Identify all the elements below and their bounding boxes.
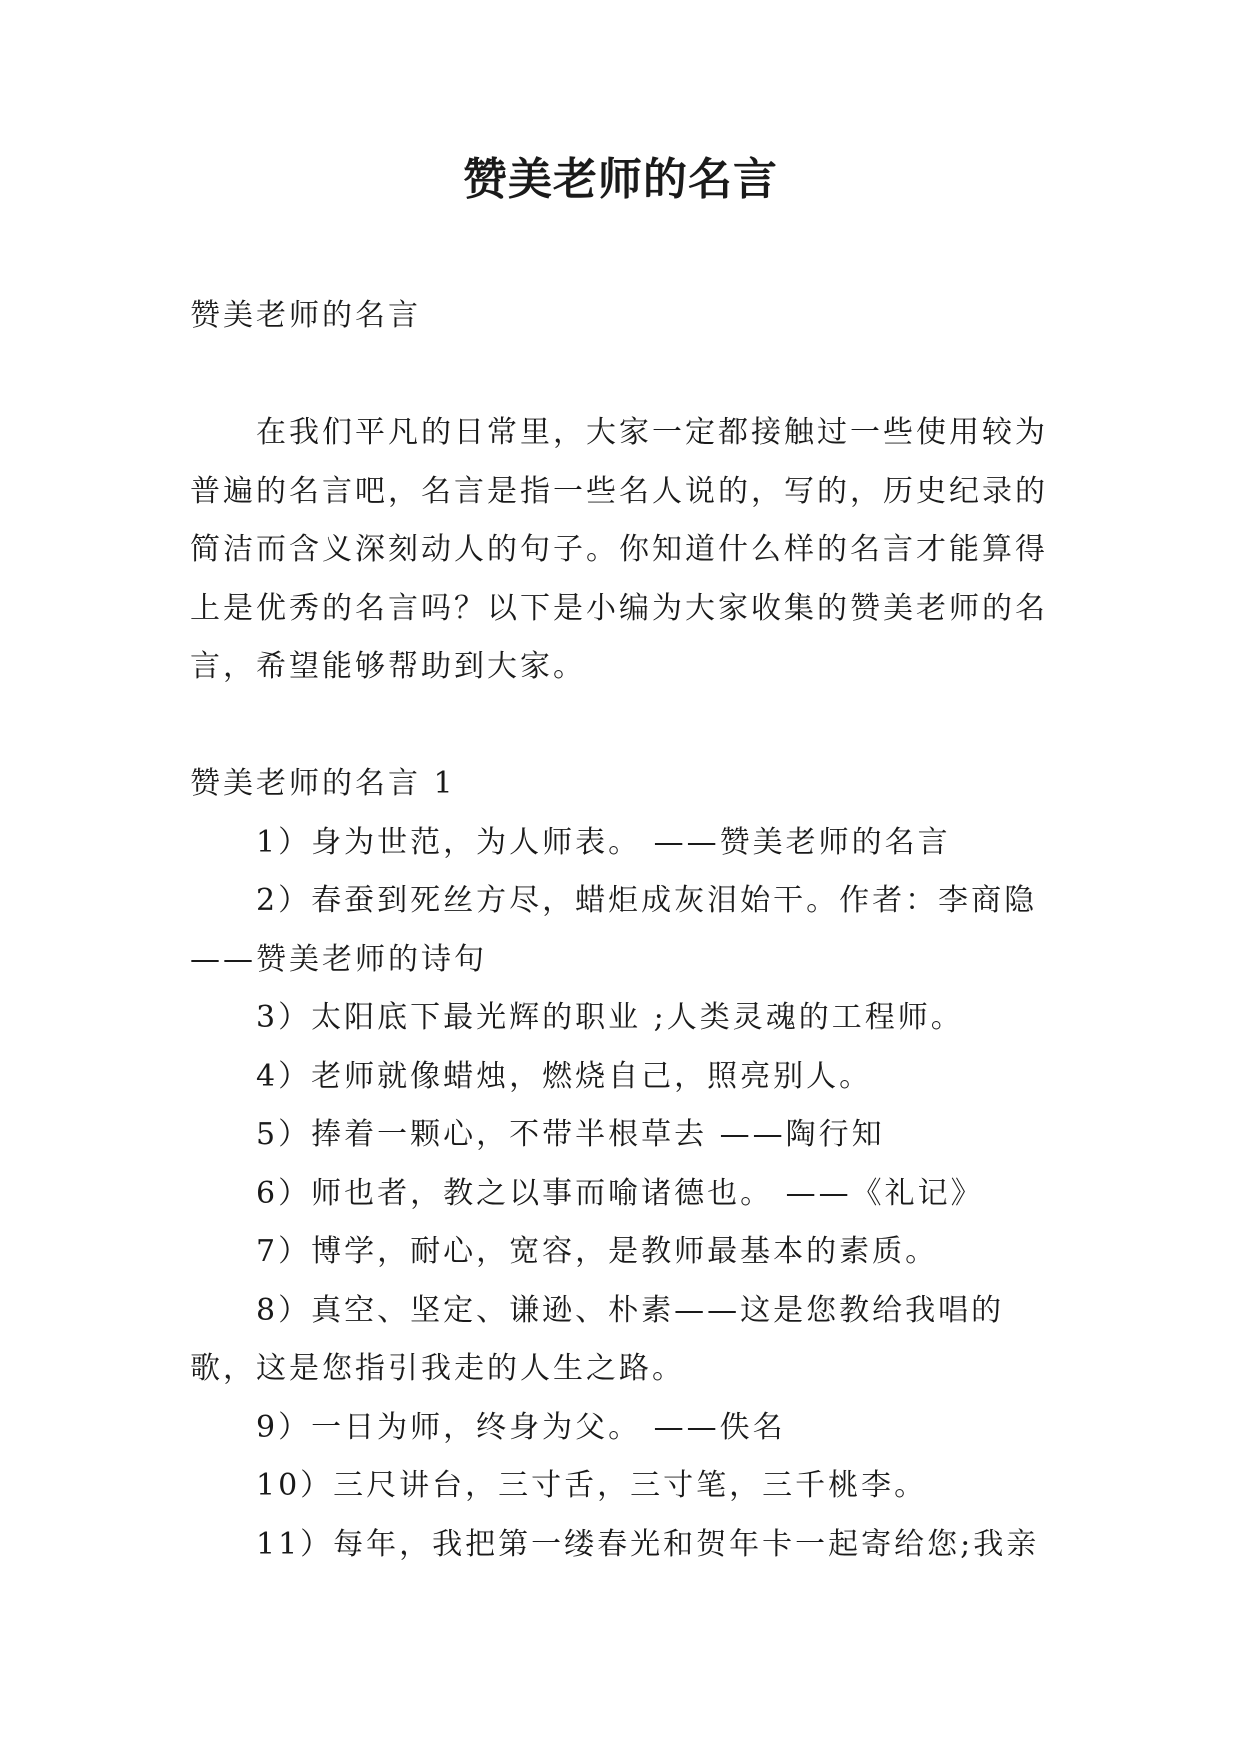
quote-item: 7）博学，耐心，宽容，是教师最基本的素质。 [256, 1234, 939, 1269]
quote-item: 8）真空、坚定、谦逊、朴素——这是您教给我唱的歌，这是您指引我走的人生之路。 [190, 1292, 1005, 1386]
intro-paragraph: 在我们平凡的日常里，大家一定都接触过一些使用较为普遍的名言吧，名言是指一些名人说的，写的，历史纪录的简洁而含义深刻动人的句子。你知道什么样的名言才能算得上是优秀的名言吗？以下是小编为大家收集的赞美老师的名言，希望能够帮助到大家。 [190, 415, 1048, 684]
quote-item: 2）春蚕到死丝方尽，蜡炬成灰泪始干。作者：李商隐——赞美老师的诗句 [190, 883, 1038, 977]
section-heading: 赞美老师的名言 1 [190, 766, 456, 801]
quote-item: 4）老师就像蜡烛，燃烧自己，照亮别人。 [256, 1058, 873, 1094]
document-subtitle: 赞美老师的名言 [190, 298, 421, 333]
quote-item: 11）每年，我把第一缕春光和贺年卡一起寄给您;我亲 [256, 1526, 1040, 1562]
document-body [190, 287, 1050, 1574]
quote-item: 9）一日为师，终身为父。 ——佚名 [256, 1409, 786, 1445]
quote-item: 6）师也者，教之以事而喻诸德也。 ——《礼记》 [256, 1175, 984, 1211]
quote-item: 3）太阳底下最光辉的职业 ;人类灵魂的工程师。 [256, 1000, 964, 1035]
quote-item: 5）捧着一颗心，不带半根草去 ——陶行知 [256, 1117, 885, 1152]
document-title: 赞美老师的名言 [463, 154, 778, 205]
quote-item: 1）身为世范，为人师表。 ——赞美老师的名言 [256, 824, 951, 860]
quote-item: 10）三尺讲台，三寸舌，三寸笔，三千桃李。 [256, 1468, 928, 1503]
